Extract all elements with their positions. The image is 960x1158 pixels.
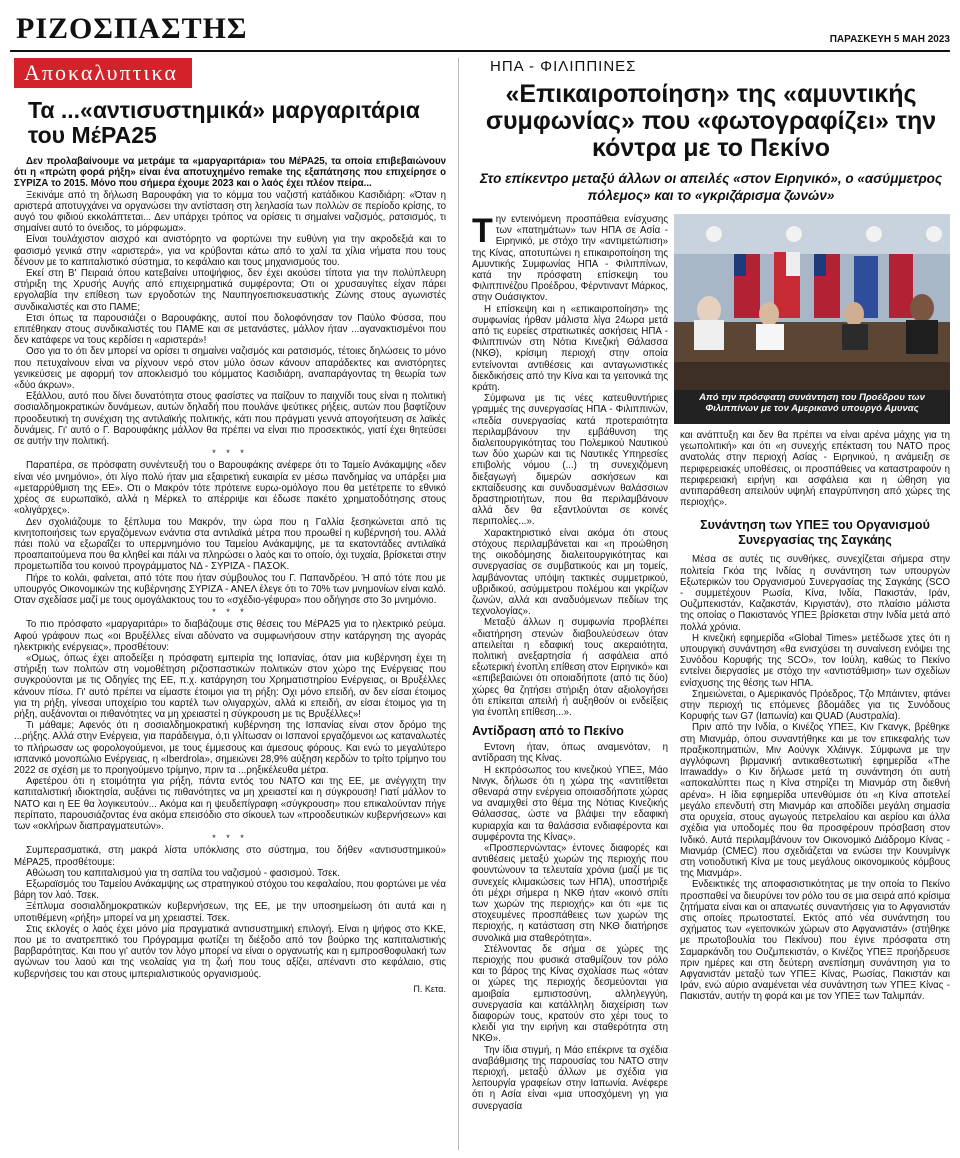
paragraph: Εντονη ήταν, όπως αναμενόταν, η αντίδραση της Κίνας. (472, 742, 668, 765)
paragraph: Πριν από την Ινδία, ο Κινέζος ΥΠΕΞ, Κιν Γκανγκ, βρέθηκε στη Μιανμάρ, όπου συναντήθηκε και με τον επικεφαλής των πραξικοπηματιών, Μιν Αούνγκ Χλάινγκ. Σύμφωνα με την αγγλόφωνη βιρμανική αντικαθεστωτική εφημερίδα «The Irrawaddy» ο Κιν δήλωσε μετά τη συνάντηση ότι αυτή «αποκαλύπτει πως η Κίνα στηρίζει τη Μιανμάρ στη διεθνή αρένα». Η ίδια εφημερίδα υπενθύμισε ότι «η Κίνα αποτελεί μεγάλο επενδυτή στη Μιανμάρ και αποδίδει μεγάλη σημασία στα ορυχεία, στους αγωγούς πετρελαίου και αερίου και άλλα σχέδια για υποδομές που θα προσφέρουν πρόσβαση στον Ινδικό. Αυτά περιλαμβάνουν τον Οικονομικό Διάδρομο Κίνας - Μιανμάρ (CMEC) που σχεδιάζεται να ενώσει την Κουνμίνγκ στη νοτιοδυτική Κίνα με τους μεγάλους οικονομικούς κόμβους της Μιανμάρ». (680, 722, 950, 880)
paragraph: Την ίδια στιγμή, η Μάο επέκρινε τα σχέδια αναβάθμισης της παρουσίας του ΝΑΤΟ στην περιοχή, μεταξύ άλλων με σχέδια για λειτουργία γραφείων στην Ιαπωνία. Ανέφερε ότι η Ασία είναι «μια υποσχόμενη γη για συνεργασία (472, 1044, 668, 1112)
left-headline: Τα ...«αντισυστημικά» μαργαριτάρια του ΜέΡΑ25 (28, 97, 420, 148)
paragraph: Δεν σχολιάζουμε το ξέπλυμα του Μακρόν, την ώρα που η Γαλλία ξεσηκώνεται από τις κινητοποιήσεις των εργαζόμενων ενάντια στα αντιλαϊκά μέτρα που προωθεί η κυβέρνησή του. Αλλά πάει πολύ να εξωραΐζει το υπερμνημόνιο του Ταμείου Ανάκαμψης, με τα εκατοντάδες αντιλαϊκά προαπαιτούμενα που θα κληθεί και πάλι να πληρώσει ο λαός και το οποίο, όχι τυχαία, βρίσκεται στην προμετωπίδα του κοινού προγράμματος ΝΔ - ΣΥΡΙΖΑ - ΠΑΣΟΚ. (14, 516, 446, 573)
paragraph: Αθώωση του καπιταλισμού για τη σαπίλα του ναζισμού - φασισμού. Τσεκ. (26, 867, 340, 879)
dropcap: Τ (472, 212, 493, 250)
paragraph: Τι μάθαμε; Αφενός ότι η σοσιαλδημοκρατική κυβέρνηση της Ισπανίας είναι στον δρόμο της ...ρήξης. Αλλά στην Ενέργεια, για παράδειγμα, ό,τι γλίτωσαν οι Ισπανοί εργαζόμενοι ως καταναλωτές το πλήρωσαν ως φορολογούμενοι, με τους έμμεσους και άμεσους φόρους. Και ενώ το μεγαλύτερο ισπανικό μονοπώλιο Ενέργειας, η «Iberdrola», σημειώνει 28,9% αύξηση κερδών το τρίτο τρίμηνο του 2022 σε σχέση με το προηγούμενο τρίμηνο, πριν τα ...ρηξικέλευθα μέτρα. (14, 720, 446, 776)
paragraph: Στέλνοντας δε σήμα σε χώρες της περιοχής που φυσικά σταθμίζουν τον ρόλο και το βάρος της Κίνας σχολίασε πως «όταν οι χώρες της περιοχής δεσμεύονται για αμοιβαία εμπιστοσύνη, αλληλεγγύη, συνεργασία και κατάλληλη διαχείριση των διαφορών τους, κρατούν στο χέρι τους το κλειδί για την ειρήνη και σταθερότητα στη ΝΚΘ». (472, 943, 668, 1045)
paragraph: Σύμφωνα με τις νέες κατευθυντήριες γραμμές της συνεργασίας ΗΠΑ - Φιλιππινών, «πεδία συνεργασίας κατά προτεραιότητα περιλαμβάνουν την εμβάθυνση της διαλειτουργικότητας του Πολεμικού Ναυτικού των δύο χωρών και τις Ναυτικές Υπηρεσίες επιβολής νόμου (...) τη συνεχιζόμενη διεξαγωγή διμερών ασκήσεων και εκπαίδευσης και συνδυασμένων θαλάσσιων δραστηριοτήτων, που θα περιλαμβάνουν αλλά δεν θα εξαντλούνται σε κοινές περιπολίες...». (472, 393, 668, 528)
masthead-rule (10, 50, 950, 52)
paragraph: Μέσα σε αυτές τις συνθήκες, συνεχίζεται σήμερα στην πολιτεία Γκόα της Ινδίας η συνάντηση των υπουργών Εξωτερικών του Οργανισμού Συνεργασίας της Σαγκάης (SCO - συμμετέχουν Ρωσία, Κίνα, Ινδία, Πακιστάν, Ιράν, Ουζμπεκιστάν, Καζακστάν, Κιργιστάν), στο πλαίσιο μάλιστα της οποίας ο Πακιστανός ΥΠΕΞ βρίσκεται στην Ινδία μετά από πολλά χρόνια. (680, 554, 950, 633)
news-photo (674, 214, 950, 390)
masthead (10, 8, 950, 48)
separator-stars: * * * (212, 448, 248, 459)
separator-stars: * * * (212, 833, 248, 844)
right-column-1 (472, 214, 668, 1112)
right-kicker: ΗΠΑ - ΦΙΛΙΠΠΙΝΕΣ (490, 58, 637, 75)
author-signature: Π. Κετα. (413, 983, 446, 994)
paragraph-text: ην εντεινόμενη προσπάθεια ενίσχυσης των «πατημάτων» των ΗΠΑ σε Ασία - Ειρηνικό, με στόχο την «αντιμετώπιση» της Κίνας, αποτυπώνει η επικαιροποίηση της Αμυντικής Συμφωνίας ΗΠΑ - Φιλιππίνων, κατά την πρόσφατη επίσκεψη του Φιλιππινέζου Προέδρου, Φέρντιναντ Μάρκος, στην Ουάσιγκτον. (472, 214, 668, 304)
paragraph: Σημειώνεται, ο Αμερικανός Πρόεδρος, Τζο Μπάιντεν, φτάνει στην περιοχή τις επόμενες βδομάδες για τις Συνόδους Κορυφής των G7 (Ιαπωνία) και QUAD (Αυστραλία). (680, 688, 950, 723)
paragraph: Παραπέρα, σε πρόσφατη συνέντευξή του ο Βαρουφάκης ανέφερε ότι το Ταμείο Ανάκαμψης «δεν είναι νέο μνημόνιο», ότι λίγο πολύ ήταν μια εξαιρετική ευκαιρία εν μέσω πανδημίας να υπάρξει μια «μεταρρύθμιση της ΕΕ». Οτι ο Μακρόν τότε πρότεινε ευρω-ομόλογο που θα μετέτρεπε το εθνικό χρέος σε ευρωπαϊκό, αλλά η Μέρκελ το απέρριψε και έδωσε πακέτο χρηματοδότησης στους «ολιγάρχες». (14, 460, 446, 517)
paragraph: Χαρακτηριστικό είναι ακόμα ότι στους στόχους περιλαμβάνεται και «η προώθηση της οικοδόμησης διαλειτουργικότητας και συνεργασίας σε συμβατικούς και μη τομείς, λαμβάνοντας υπόψη τακτικές συμμετρικού, υβριδικού, ασύμμετρου πολέμου και γκρίζων ζωνών, αλλά και αναδυόμενων πεδίων της τεχνολογίας». (472, 527, 668, 618)
left-body (14, 156, 446, 995)
right-column-2 (680, 430, 950, 1003)
paragraph: Ξεκινάμε από τη δήλωση Βαρουφάκη για το κόμμα του ναζιστή κατάδικου Κασιδιάρη: «Όταν η αριστερά αποτυγχάνει να οργανώσει την αντίσταση στη λεηλασία των πολλών σε περίοδο κρίσης, το αυγό του φιδιού εκκολάπτεται... Δεν υπάρχει τρόπος να ορίσεις τι σημαίνει ναζισμός, ρατσισμός, τι σημαίνει αυτό το όνειδος, το μόρφωμα». (14, 189, 446, 235)
paragraph: Είναι τουλάχιστον αισχρό και ανιστόρητο να φορτώνει την ευθύνη για την ακροδεξιά και το φασισμό γενικά στην «αριστερά», για να κρύβονται κάτω από το χαλί τα χίλια νήματα που τους δένουν με το καπιταλιστικό σύστημα, το κεφάλαιο και τους μηχανισμούς του. (14, 234, 446, 268)
newspaper-logo: ΡΙΖΟΣΠΑΣΤΗΣ (16, 12, 248, 45)
paragraph: και ανάπτυξη και δεν θα πρέπει να είναι αρένα μάχης για τη γεωπολιτική» και ότι «η συνεχής επέκταση του ΝΑΤΟ προς ανατολάς στην περιοχή Ασίας - Ειρηνικού, η ανάμειξη σε περιφερειακές υποθέσεις, οι προσπάθειες να καταστραφούν η περιφερειακή ειρήνη και ασφάλεια και η ώθηση για αντιπαράθεση απειλούν υψηλή επαγρύπνηση από χώρες της περιοχής». (680, 430, 950, 509)
paragraph: Η επίσκεψη και η «επικαιροποίηση» της συμφωνίας ήρθαν μάλιστα λίγα 24ωρα μετά από τις ευρείες στρατιωτικές ασκήσεις ΗΠΑ - Φιλιππινών στη Νότια Κινεζική Θάλασσα (ΝΚΘ), κρίσιμη περιοχή στην οποία εντείνονται αντιθέσεις και ανταγωνιστικές διεκδικήσεις από την Κίνα και τα γειτονικά της κράτη. (472, 303, 668, 394)
paragraph: Πήρε το κολάι, φαίνεται, από τότε που ήταν σύμβουλος του Γ. Παπανδρέου. Ή από τότε που με υπουργός Οικονομικών της κυβέρνησης ΣΥΡΙΖΑ - ΑΝΕΛ έλεγε ότι το 70% των μνημονίων είναι καλό. Οταν σχεδίασε μαζί με τους ομογάλακτους του το «σχέδιο-γέφυρα» που οδήγησε στο 3ο μνημόνιο. (14, 572, 446, 606)
issue-date: ΠΑΡΑΣΚΕΥΗ 5 ΜΑΗ 2023 (829, 34, 950, 45)
paragraph: Δεν προλαβαίνουμε να μετράμε τα «μαργαριτάρια» του ΜέΡΑ25, τα οποία επιβεβαιώνουν ότι η «πρώτη φορά ρήξη» είναι ένα αποτυχημένο remake της εξαπάτησης που επιχείρησε ο ΣΥΡΙΖΑ το 2015. Μόνο που σήμερα έχουμε 2023 και ο λαός έχει πλέον πείρα... (14, 156, 446, 190)
paragraph: Οσο για το ότι δεν μπορεί να ορίσει τι σημαίνει ναζισμός και ρατσισμός, τέτοιες δηλώσεις το μόνο που πετυχαίνουν είναι να ρίχνουν νερό στον μύλο όσων κάνουν απαράδεκτες και ανιστόρητες γενικεύσεις με αφορμή τον αποκλεισμό του κόμματος Κασιδιάρη, αναπαράγοντας τη θεωρία των «δύο άκρων». (14, 346, 446, 392)
column-divider (458, 58, 459, 1150)
paragraph: Ξέπλυμα σοσιαλδημοκρατικών κυβερνήσεων, της ΕΕ, με την υποσημείωση ότι αυτά και η υποτιθέμενη «ρήξη» μπορεί να μη χρειαστεί. Τσεκ. (14, 901, 446, 924)
paragraph (472, 214, 668, 304)
photo-caption: Από την πρόσφατη συνάντηση του Προέδρου των Φιλιππίνων με τον Αμερικανό υπουργό Αμυνας (674, 390, 950, 424)
left-article (14, 58, 446, 1150)
paragraph: Αφετέρου ότι η ετοιμότητα για ρήξη, πάντα εντός του ΝΑΤΟ και της ΕΕ, με ανέγγιχτη την καπιταλιστική ιδιοκτησία, αυξάνει τις πιθανότητες να μη χρειαστεί και η σύγκρουση! Γιατί μάλλον το ΝΑΤΟ και η ΕΕ θα λογικευτούν... Ακόμα και η ψευδεπίγραφη «σύγκρουση» που επικαλούνταν πήγε περίπατο, παρουσιάζοντας ένα ακόμα επεισόδιο στο σίκουελ των «προοδευτικών κυβερνήσεων» και των «οκλήρων διαπραγματευτών». (14, 776, 446, 832)
meeting-photo-illustration (674, 214, 950, 390)
paragraph: Εκεί στη Β' Πειραιά όπου κατεβαίνει υποψήφιος, δεν έχει ακούσει τίποτα για την πολύπλευρη στήριξη της Χρυσής Αυγής από επιχειρηματικά συμφέροντα; Οτι οι χρυσαυγίτες είχαν πάρει εργολαβία την επίθεση των εργοδοτών της Ναυπηγοεπισκευαστικής Ζώνης στους αγωνιστές συνδικαλιστές και στο ΠΑΜΕ; (14, 268, 446, 313)
section-kicker: Αποκαλυπτικα (14, 58, 192, 88)
paragraph: Ετσι όπως τα παρουσιάζει ο Βαρουφάκης, αυτοί που δολοφόνησαν τον Παύλο Φύσσα, που επιτέθηκαν στους συνδικαλιστές του ΠΑΜΕ και σε μετανάστες, μάλλον ήταν ...αγανακτισμένοι που δεν κατάφερε να τους κερδίσει η «αριστερά»! (14, 312, 446, 347)
paragraph: Μεταξύ άλλων η συμφωνία προβλέπει «διατήρηση στενών διαβουλεύσεων όταν απειλείται η εδαφική τους ακεραιότητα, πολιτική ανεξαρτησία ή ασφάλεια από εξωτερική ένοπλη επίθεση στον Ειρηνικό» και «επιβεβαιώνει ότι οποιαδήποτε (από τις δύο) χώρες θα ζητήσει στήριξη όταν αξιολογήσει ότι επίκειται απειλή ή αυξηθούν οι ενδείξεις για ένοπλη επίθεση...». (472, 617, 668, 718)
paragraph: «Προσπερνώντας» έντονες διαφορές και αντιθέσεις μεταξύ χωρών της περιοχής που φουντώνουν τα τελευταία χρόνια (μαζί με τις συνεχείς κλιμακώσεις των ΗΠΑ), υποστήριξε ότι μέχρι σήμερα η ΝΚΘ ήταν «κοινό σπίτι των χωρών της περιοχής» και ότι «με τις στοχευμένες προσπάθειες των χωρών της περιοχής, η κατάσταση στη ΝΚΘ διατήρησε συνολικά μια σταθερότητα». (472, 842, 668, 944)
paragraph: Η κινεζική εφημερίδα «Global Times» μετέδωσε χτες ότι η υπουργική συνάντηση «θα ενισχύσει τη συναίνεση ενόψει της Συνόδου Κορυφής της SCO», τον Ιούλη, καθώς το Πεκίνο εντείνει διεργασίες με στόχο την «αντιστάθμιση» των σχεδίων ενίσχυσης της θέσης των ΗΠΑ. (680, 632, 950, 689)
right-body (472, 214, 950, 1114)
paragraph: Εξωραϊσμός του Ταμείου Ανάκαμψης ως στρατηγικού στόχου του κεφαλαίου, που φορτώνει με νέα βάρη τον λαό. Τσεκ. (14, 879, 446, 902)
right-article (472, 58, 950, 1150)
right-headline: «Επικαιροποίηση» της «αμυντικής συμφωνίας» που «φωτογραφίζει» την κόντρα με το Πεκίνο (485, 80, 937, 162)
paragraph: Ενδεικτικές της αποφασιστικότητας με την οποία το Πεκίνο προσπαθεί να διευρύνει τον ρόλο του σε μια σειρά από κρίσιμα ζητήματα είναι και οι απανωτές συναντήσεις για το Αφγανιστάν στις οποίες πρωτοστατεί. Εκτός από νέα συνάντηση του σχήματος των «γειτονικών χώρων στο Αφγανιστάν» (στήθηκε με πρωτοβουλία του Πεκίνου) που έγινε πρόσφατα στη Σαμαρκάνδη του Ουζμπεκιστάν, ο Κινέζος ΥΠΕΞ προήδρευσε πριν ημέρες και στη δεύτερη ανεπίσημη συνάντηση για το Αφγανιστάν μεταξύ των ΥΠΕΞ Κίνας, Ρωσίας, Πακιστάν και Ιράν, ενώ αύριο αναμένεται νέα συνάντηση των ΥΠΕΞ Κίνας - Πακιστάν, αυτήν τη φορά και με τον ΥΠΕΞ των Ταλιμπάν. (680, 879, 950, 1003)
separator-stars: * * * (212, 607, 248, 618)
paragraph: Στις εκλογές ο λαός έχει μόνο μία πραγματικά αντισυστημική επιλογή. Είναι η ψήφος στο ΚΚΕ, που με το ανατρεπτικό του Πρόγραμμα φωτίζει τη διέξοδο από τον βούρκο της καπιταλιστικής βαρβαρότητας. Και που γι' αυτόν τον λόγο μπορεί να είναι ο οργανωτής και η εμπροσθοφυλακή των αγώνων του λαού και της νεολαίας για τη ζωή που τους αξίζει, απέναντι στο κεφάλαιο, στις κυβερνήσεις του και στους ιμπεριαλιστικούς οργανισμούς. (14, 923, 446, 980)
right-subheadline: Στο επίκεντρο μεταξύ άλλων οι απειλές «στον Ειρηνικό», ο «ασύμμετρος πόλεμος» και το «γκριζάρισμα ζωνών» (479, 171, 943, 203)
paragraph: Εξάλλου, αυτό που δίνει δυνατότητα στους φασίστες να παίζουν το παιχνίδι τους είναι η πολιτική σοσιαλδημοκρατικών δυνάμεων, αυτών δηλαδή που πουλάνε ψεύτικες ρήξεις, αυτών που βαφτίζουν προοδευτική τη συνέχιση της αντιλαϊκής πολιτικής, κάτι που πράγματι γεννά απογοήτευση σε λαϊκές δυνάμεις. Γι' αυτό ο Γ. Βαρουφάκης μάλλον θα πρέπει να είναι πιο προσεκτικός, γιατί έχει θητεύσει σε αυτήν την πολιτική. (14, 391, 446, 448)
subheading: Αντίδραση από το Πεκίνο (472, 724, 624, 739)
paragraph: Συμπερασματικά, στη μακρά λίστα υπόκλισης στο σύστημα, του δήθεν «αντισυστημικού» ΜέΡΑ25, προσθέτουμε: (14, 845, 446, 868)
subheading: Συνάντηση των ΥΠΕΞ του Οργανισμού Συνεργασίας της Σαγκάης (700, 518, 930, 548)
paragraph: «Ομως, όπως έχει αποδείξει η πρόσφατη εμπειρία της Ιοπανίας, όταν μια κυβέρνηση έχει τη στήριξη των πολιτών στη νομοθέτηση ριζοσπαστικών πολιτικών στον χώρο της Ενέργειας που συγκρούονται με τις Οδηγίες της ΕΕ, π.χ. κατάργηση του Χρηματιστηρίου Ενέργειας, οι Βρυξέλλες κάνουν πίσω. Γι' αυτό πρέπει να είμαστε έτοιμοι για τη ρήξη: Οχι μόνο επειδή, αν δεν είσαι έτοιμος για τη ρήξη, γίνεσαι υποχείριο του καρτέλ των ολιγαρχών, αλλά κι επειδή, αν είσαι έτοιμος για τη ρήξη, αυξάνονται οι πιθανότητες να μη χρειαστεί η σύγκρουση με τις Βρυξέλλες»! (14, 652, 446, 720)
paragraph: Το πιο πρόσφατο «μαργαριτάρι» το διαβάζουμε στις θέσεις του ΜέΡΑ25 για το ηλεκτρικό ρεύμα. Αφού γράφουν πως «οι Βρυξέλλες είναι αδύνατο να συμφωνήσουν στην κατάργηση της αγοράς ηλεκτρικής ενέργειας», προσθέτουν: (14, 619, 446, 653)
paragraph: Η εκπρόσωπος του κινεζικού ΥΠΕΞ, Μάο Νινγκ, δήλωσε ότι η χώρα της «αντιτίθεται σθεναρά στην ενέργεια οποιασδήποτε χώρας να αναμιχθεί στο θέμα της Νότιας Κινεζικής Θάλασσας, ώστε να βλάψει την εδαφική κυριαρχία και τα θαλάσσια ενδιαφέροντα και συμφέροντα της Κίνας». (472, 764, 668, 843)
